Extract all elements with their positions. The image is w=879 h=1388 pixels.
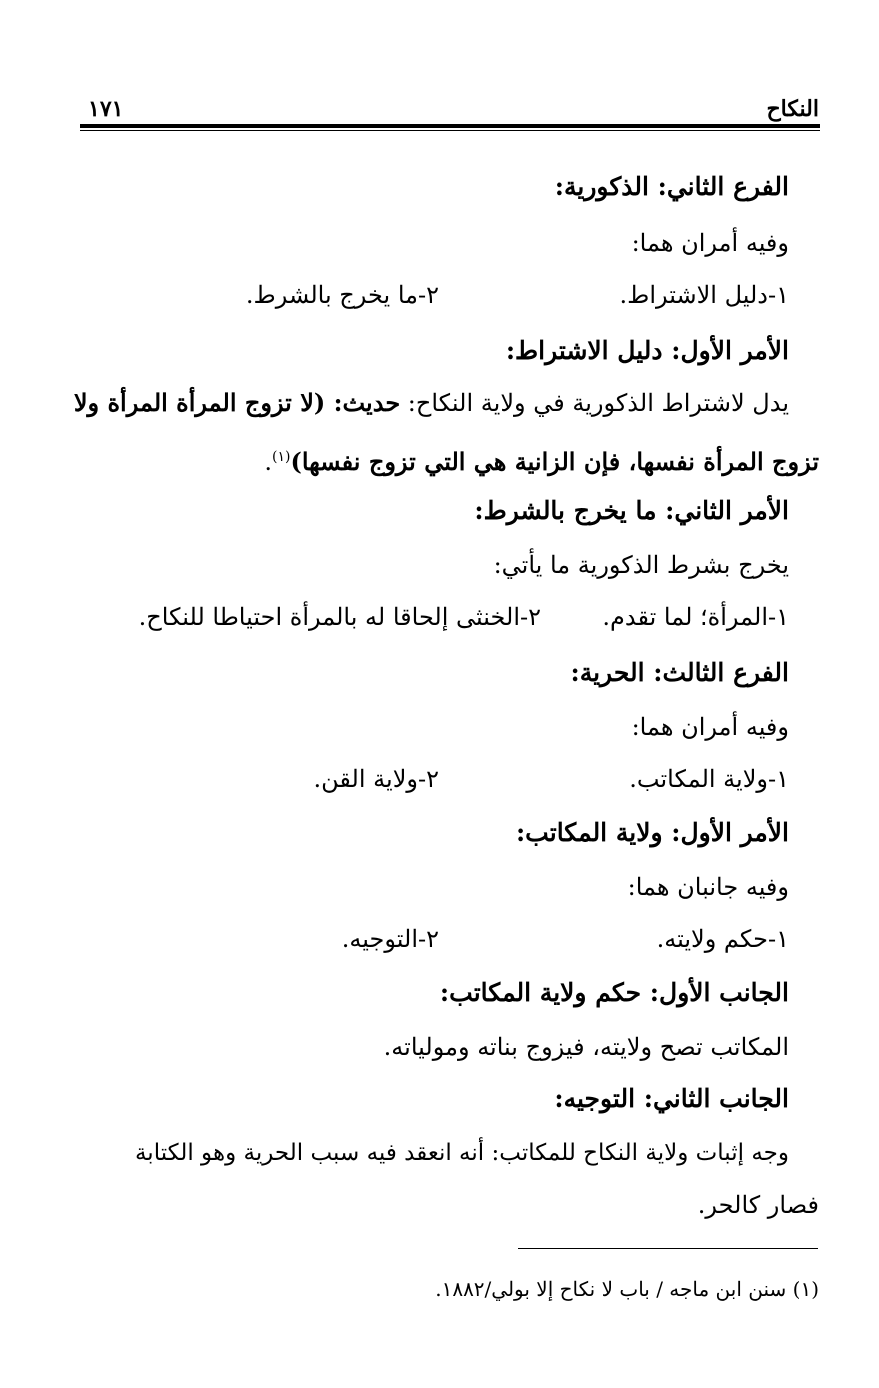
subheading: الجانب الأول: حكم ولاية المكاتب:	[439, 978, 789, 1007]
list-item: ١-حكم ولايته.	[656, 925, 789, 953]
paragraph-text: وجه إثبات ولاية النكاح للمكاتب: أنه انعقد فيه سبب الحرية وهو الكتابة	[134, 1140, 789, 1166]
sentence-end: .	[264, 448, 273, 476]
footnote-text: (١) سنن ابن ماجه / باب لا نكاح إلا بولي/١٨٨٢.	[435, 1277, 819, 1301]
intro-text: وفيه جانبان هما:	[627, 873, 789, 901]
paragraph-text: فصار كالحر.	[697, 1191, 819, 1219]
list-item: ٢-ما يخرج بالشرط.	[245, 281, 439, 309]
hadith-text: حديث: (لا تزوج المرأة المرأة ولا	[73, 388, 401, 417]
subheading: الجانب الثاني: التوجيه:	[554, 1084, 789, 1113]
list-item: ١-المرأة؛ لما تقدم.	[602, 603, 789, 631]
footnote-rule	[518, 1248, 818, 1249]
intro-text: وفيه أمران هما:	[631, 229, 789, 257]
header-rule	[80, 124, 820, 128]
subheading: الأمر الأول: دليل الاشتراط:	[505, 336, 789, 365]
list-item: ٢-التوجيه.	[341, 925, 439, 953]
footnote-marker: (١)	[272, 449, 291, 465]
list-item: ١-دليل الاشتراط.	[619, 281, 789, 309]
paragraph-line	[74, 386, 789, 420]
intro-text: يخرج بشرط الذكورية ما يأتي:	[493, 551, 789, 579]
chapter-title: النكاح	[766, 96, 819, 122]
hadith-text: تزوج المرأة نفسها، فإن الزانية هي التي تزوج نفسها)	[290, 447, 819, 476]
paragraph-text: المكاتب تصح ولايته، فيزوج بناته ومولياته.	[383, 1033, 789, 1061]
list-item: ١-ولاية المكاتب.	[629, 765, 789, 793]
paragraph-text: يدل لاشتراط الذكورية في ولاية النكاح:	[400, 389, 789, 417]
subheading: الأمر الثاني: ما يخرج بالشرط:	[474, 496, 789, 525]
page-number: ١٧١	[88, 96, 124, 122]
section-heading-freedom: الفرع الثالث: الحرية:	[570, 658, 789, 687]
header-rule-thin	[80, 130, 820, 131]
list-item: ٢-ولاية القن.	[313, 765, 439, 793]
paragraph-line	[264, 440, 819, 479]
section-heading-masculinity: الفرع الثاني: الذكورية:	[554, 172, 789, 201]
intro-text: وفيه أمران هما:	[631, 713, 789, 741]
subheading: الأمر الأول: ولاية المكاتب:	[515, 818, 789, 847]
list-item: ٢-الخنثى إلحاقا له بالمرأة احتياطا للنكاح.	[138, 603, 541, 631]
